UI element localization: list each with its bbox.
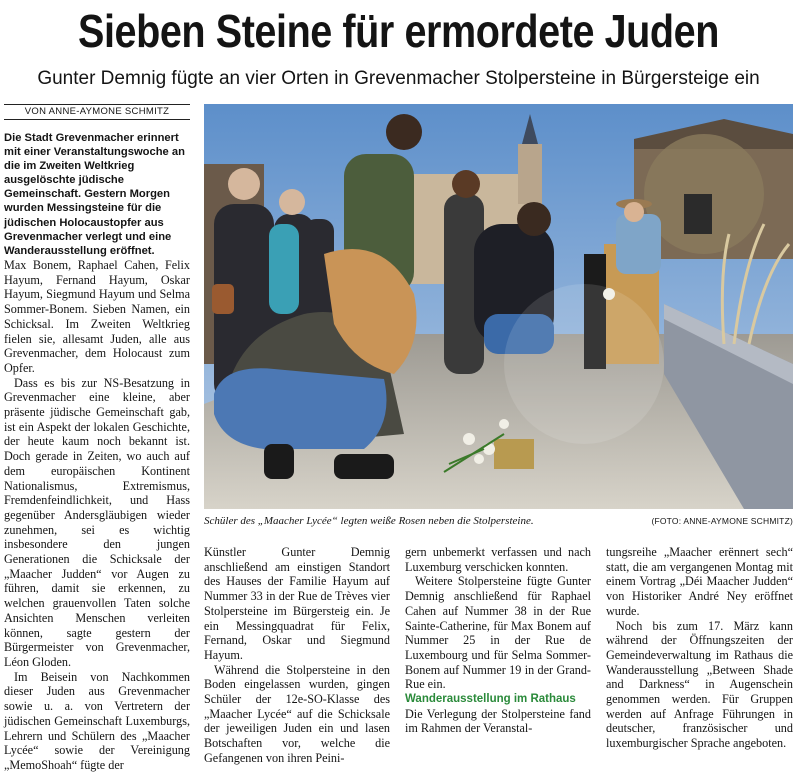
- paragraph: Noch bis zum 17. März kann während der Öffnungszeiten der Gemeindeverwaltung im Rathaus die Wanderausstellung „Between Shade and Darkness“ in Augenschein genommen werden. Für Gruppen werden auf Anfrage Führungen in deutscher, französischer und luxemburgischer Sprache angeboten.: [606, 618, 793, 751]
- section-subtitle: Wanderausstellung im Rathaus: [405, 693, 576, 706]
- paragraph: Dass es bis zur NS-Besatzung in Grevenmacher eine kleine, aber präsente jüdische Gemeinschaft gab, ist ein Aspekt der lokalen Geschichte, der heute kaum noch bekannt ist. Doch gerade in Zeiten, wo auch auf dem europäischen Kontinent Nationalismus, Extremismus, Fremdenfeindlichkeit, und Hass gegenüber Andersgläubigen wieder zunehmen, sei es wichtig insbesondere den jungen Generationen die Schicksale der „Maacher Judden“ vor Augen zu führen, damit sie erkennen, zu welchen grauenvollen Taten solche Ansichten Menschen verleiten können, sagte gestern der Bürgermeister von Grevenmacher, Léon Gloden.: [4, 375, 190, 669]
- photo-caption: Schüler des „Maacher Lycée“ legten weiße Rosen neben die Stolpersteine.: [204, 515, 534, 527]
- photo-credit: (FOTO: ANNE-AYMONE SCHMITZ): [651, 516, 793, 526]
- headline: Sieben Steine für ermordete Juden: [78, 5, 719, 57]
- paragraph: tungsreihe „Maacher erënnert sech“ statt, die am vergangenen Montag mit einem Vortrag „Déi Maacher Judden“ von Historiker André Ney eröffnet wurde.: [606, 545, 793, 618]
- subheadline: Gunter Demnig fügte an vier Orten in Grevenmacher Stolpersteine in Bürgersteige ein: [37, 68, 760, 89]
- paragraph: Künstler Gunter Demnig anschließend am einstigen Standort des Hauses der Familie Hayum auf Nummer 33 in der Rue de Trèves vier Stolpersteine im Bürgersteig ein. Je ein Messingquadrat für Felix, Fernand, Oskar und Siegmund Hayum.: [204, 545, 390, 662]
- paragraph: Im Beisein von Nachkommen dieser Juden aus Grevenmacher sowie u. a. von Vertretern der jüdischen Gemeinschaft Luxemburgs, Lehrern und Schülern des „Maacher Lycée“ sowie der Vereinigung „MemoShoah“ fügte der: [4, 669, 190, 772]
- article-column-4: [606, 545, 793, 751]
- paragraph: Max Bonem, Raphael Cahen, Felix Hayum, Fernand Hayum, Oskar Hayum, Siegmund Hayum und Selma Sommer-Bonem. Sieben Namen, ein Schicksal. Im Zweiten Weltkrieg fielen sie, allesamt Juden, alle aus Grevenmacher, dem Holocaust zum Opfer.: [4, 258, 190, 375]
- paragraph: Während die Stolpersteine in den Boden eingelassen wurden, gingen Schüler der 12e-SO-Klasse des „Maacher Lycée“ auf die Schicksale der jeweiligen Juden ein und lasen Botschaften vor, welche die Gefangenen von ihren Peini-: [204, 662, 390, 765]
- paragraph: Weitere Stolpersteine fügte Gunter Demnig anschließend für Raphael Cahen auf Nummer 38 in der Rue Sainte-Catherine, für Max Bonem auf Nummer 25 in der Rue de Luxembourg und für Selma Sommer-Bonem auf Nummer 19 in der Grand-Rue ein.: [405, 574, 591, 692]
- paragraph: Die Verlegung der Stolpersteine fand im Rahmen der Veranstal-: [405, 706, 591, 736]
- paragraph: gern unbemerkt verfassen und nach Luxemburg verschicken konnten.: [405, 545, 591, 574]
- article-column-1: [4, 258, 190, 773]
- lead-paragraph: Die Stadt Grevenmacher erinnert mit einer Veranstaltungswoche an die im Zweiten Weltkrieg ausgelöschte jüdische Gemeinschaft. Gestern Morgen wurden Messingsteine für die jüdischen Holocaustopfer aus Grevenmacher verlegt und eine Wanderausstellung eröffnet.: [4, 132, 185, 257]
- byline: VON ANNE-AYMONE SCHMITZ: [4, 104, 190, 120]
- article-photo: [204, 104, 793, 509]
- article-column-3: [405, 545, 591, 736]
- article-column-2: [204, 545, 390, 766]
